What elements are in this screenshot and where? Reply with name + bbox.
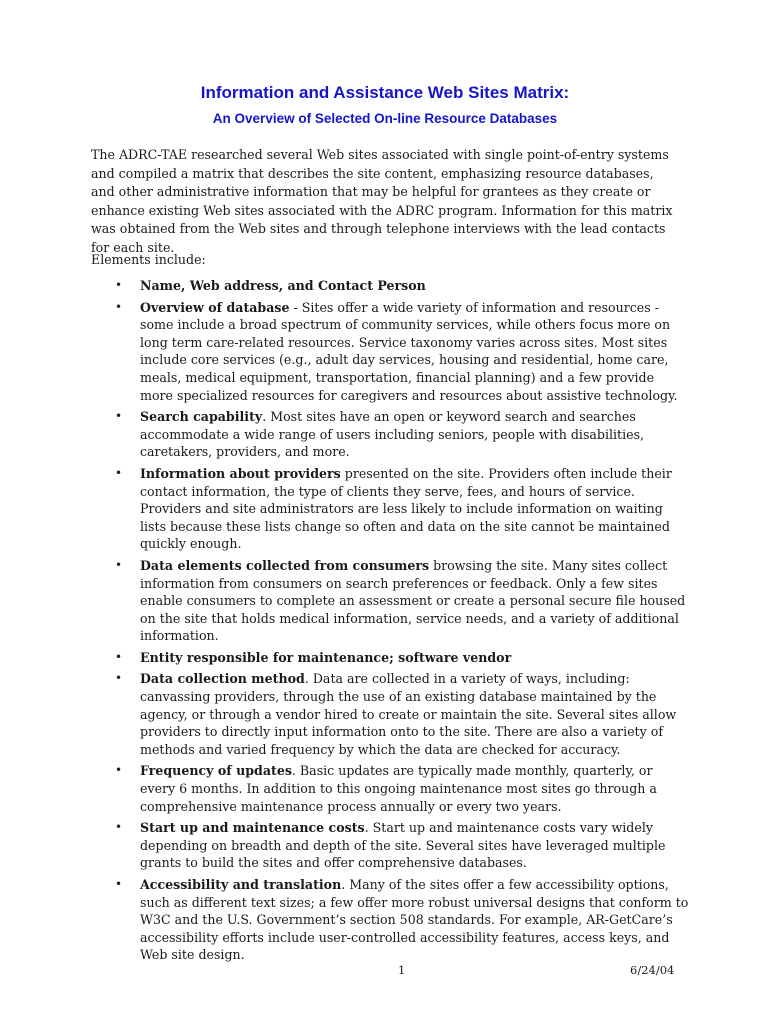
bullet-icon: • [115,649,123,664]
list-item-term: Data collection method [140,671,305,687]
list-item-text: . Data are collected in a variety of ways, including: canvassing providers, through the use of an existing database maintained by the agency, or through a vendor hired to create or maintain the site. Several sites allow providers to directly input information onto to the site. There are also a variety of methods and varied frequency by which the data are checked for accuracy. [140,671,677,757]
list-item-term: Accessibility and translation [140,877,342,892]
list-item-term: Start up and maintenance costs [140,820,365,836]
list-item-term: Name, Web address, and Contact Person [140,278,426,293]
page-subtitle: An Overview of Selected On-line Resource Databases [212,111,558,126]
list-item [91,408,691,461]
list-item-term: Data elements collected from consumers [140,557,430,573]
list-item-term: Entity responsible for maintenance; software vendor [140,649,512,665]
bullet-icon: • [115,671,123,686]
intro-paragraph: The ADRC-TAE researched several Web sites associated with single point-of-entry systems and compiled a matrix that describes the site content, emphasizing resource databases, and other administrative information that may be helpful for grantees as they create or enhance existing Web sites associated with the ADRC program. Information for this matrix was obtained from the Web sites and through telephone interviews with the lead contacts for each site. [91,147,673,255]
list-item-text: . Start up and maintenance costs vary widely depending on breadth and depth of the site. Several sites have leveraged multiple grants to build the sites and offer comprehensive databases. [140,820,666,871]
list-item-term: Frequency of updates [140,763,292,779]
list-item-text: . Many of the sites offer a few accessibility options, such as different text sizes; a few offer more robust universal designs that conform to W3C and the U.S. Government’s section 508 standards. For example, AR-GetCare’s accessibility efforts include user-controlled accessibility features, access keys, and Web site design. [140,877,689,963]
list-item [91,876,691,964]
list-item [91,277,691,295]
bullet-icon: • [115,278,123,292]
list-item [91,557,691,645]
list-item [91,762,691,815]
list-item [91,299,691,405]
footer-page-number: 1 [398,963,406,977]
bullet-icon: • [115,763,123,778]
list-item [91,465,691,553]
list-item-term: Information about providers [140,465,341,481]
list-item [91,670,691,758]
list-item-text: . Basic updates are typically made monthly, quarterly, or every 6 months. In addition to this ongoing maintenance most sites go through a comprehensive maintenance process annually or every two years. [140,763,657,814]
bullet-icon: • [115,877,123,891]
bullet-icon: • [115,299,123,314]
list-item [91,819,691,872]
bullet-icon: • [115,465,123,480]
bullet-icon: • [115,409,123,424]
list-item-term: Search capability [140,409,263,425]
list-item-text: . Most sites have an open or keyword search and searches accommodate a wide range of users including seniors, people with disabilities, caretakers, providers, and more. [140,409,645,460]
list-item-term: Overview of database [140,299,290,315]
bullet-icon: • [115,820,123,835]
elements-lead: Elements include: [91,252,206,267]
footer-date: 6/24/04 [630,963,675,977]
page-title: Information and Assistance Web Sites Matrix: [200,83,570,102]
list-item-text: - Sites offer a wide variety of information and resources - some include a broad spectrum of community services, while others focus more on long term care-related resources. Service taxonomy varies across sites. Most sites include core services (e.g., adult day services, housing and residential, home care, meals, medical equipment, transportation, financial planning) and a few provide more specialized resources for caregivers and resources about assistive technology. [140,299,678,403]
elements-list [91,277,691,968]
list-item-text: browsing the site. Many sites collect information from consumers on search preferences or feedback. Only a few sites enable consumers to complete an assessment or create a personal secure file housed on the site that holds medical information, service needs, and a variety of additional information. [140,557,686,644]
bullet-icon: • [115,557,123,572]
list-item-text: presented on the site. Providers often include their contact information, the type of clients they serve, fees, and hours of service. Providers and site administrators are less likely to include information on waiting lists because these lists change so often and data on the site cannot be maintained quickly enough. [140,465,672,552]
list-item [91,649,691,667]
